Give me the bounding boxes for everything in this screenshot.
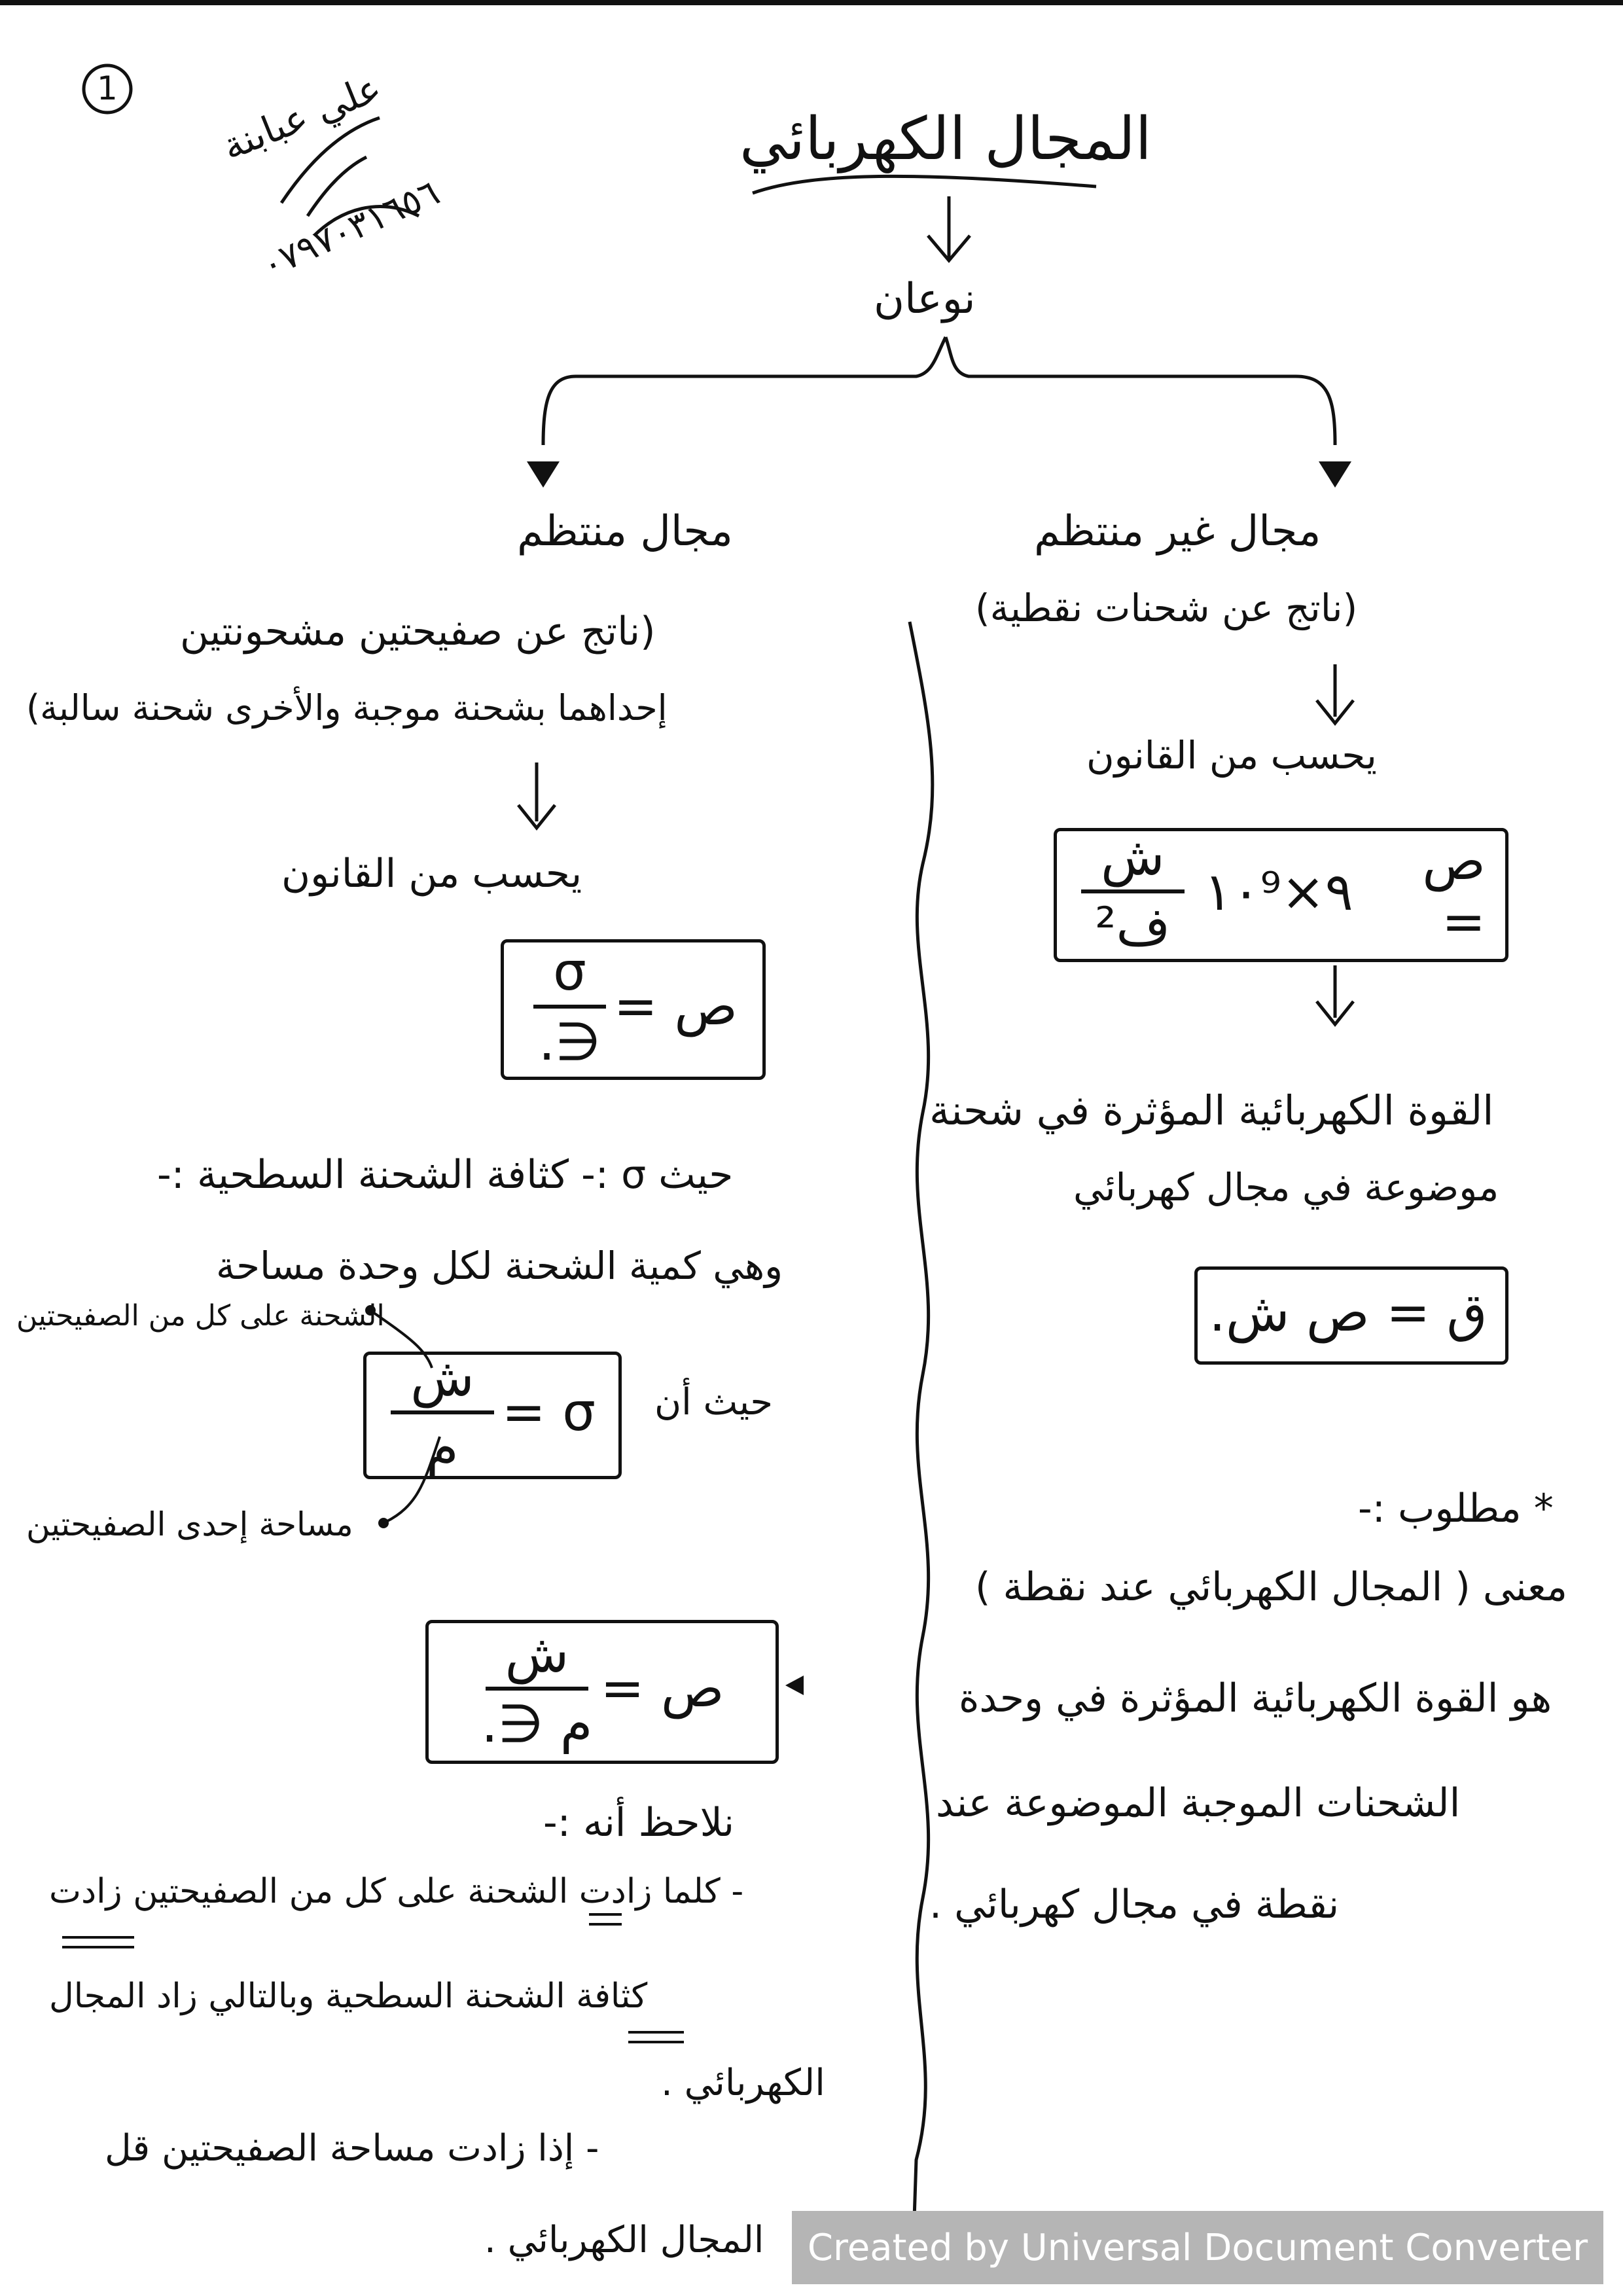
double-underline-1 [62,1937,134,1947]
force-formula: ق = ص ش. [1209,1282,1488,1343]
formula-numerator: σ [533,941,606,1009]
right-branch-line [946,337,1335,445]
sigma-description: وهي كمية الشحنة لكل وحدة مساحة [216,1244,783,1288]
uniform-formula [517,942,746,1070]
right-arrowhead [1319,461,1351,488]
formula-denominator: م ∈. [481,1693,593,1754]
author-name: علي عبابنة [216,65,388,170]
arrow-right-1 [1317,664,1353,723]
formula-denominator: م [426,1416,459,1478]
title-underline [753,176,1096,193]
formula-lhs: ص = [1422,831,1486,952]
double-underline-3 [628,2032,684,2042]
page-number: 1 [97,69,118,107]
note-2b: المجال الكهربائي . [484,2219,764,2261]
required-title: * مطلوب :- [1358,1486,1554,1532]
left-arrowhead [527,461,560,488]
author-phone: ٠٧٩٧٠٣١٦٥٦ [255,171,446,287]
note-2a: - إذا زادت مساحة الصفيحتين قل [105,2127,599,2170]
uniform-calc: يحسب من القانون [281,851,582,897]
charge-note: الشحنة على كل من الصفيحتين [16,1299,385,1333]
formula-coefficient: ٩×١٠⁹ [1204,861,1353,922]
formula-fraction [391,1347,494,1478]
formula-lhs: σ = [501,1382,596,1443]
converter-watermark: Created by Universal Document Converter [792,2211,1603,2284]
final-formula [438,1624,759,1752]
note-1c: الكهربائي . [661,2062,825,2104]
uniform-title: مجال منتظم [517,507,733,556]
force-text-2: موضوعة في مجال كهربائي [1073,1165,1499,1210]
formula-lhs: ص = [600,1658,724,1719]
notes-title: نلاحظ أنه :- [543,1800,735,1846]
divider-line [910,622,933,2258]
non-uniform-source: (ناتج عن شحنات نقطية) [975,586,1358,630]
left-branch-line [543,337,946,445]
formula-numerator: ش [486,1623,589,1691]
area-note: مساحة إحدى الصفيحتين [26,1505,353,1543]
formula-denominator: ف² [1095,896,1171,957]
page-title: المجال الكهربائي [740,105,1152,173]
formula-numerator: ش [1081,826,1185,893]
uniform-source-1: (ناتج عن صفيحتين مشحونتين [180,609,656,655]
formula-lhs: ص = [613,976,738,1037]
note-1a: - كلما زادت الشحنة على كل من الصفيحتين زادت [49,1872,744,1911]
note-1b: كثافة الشحنة السطحية وبالتالي زاد المجال [49,1977,648,2016]
double-underline-2 [589,1914,622,1924]
non-uniform-formula [1073,826,1486,957]
sigma-formula-prefix: حيث أن [654,1381,773,1424]
arrow-left-1 [518,762,555,828]
required-line-3: الشحنات الموجبة الموضوعة عند [936,1780,1461,1826]
arrow-right-2 [1317,965,1353,1024]
formula-fraction [533,941,606,1072]
final-formula-marker [785,1676,804,1695]
types-label: نوعان [874,275,976,323]
sigma-formula [373,1346,605,1478]
formula-fraction [481,1623,592,1754]
required-line-1: معنى ( المجال الكهربائي عند نقطة ) [975,1564,1568,1610]
formula-denominator: ∈. [538,1011,601,1072]
uniform-source-2: إحداهما بشحنة موجبة والأخرى شحنة سالبة) [26,687,668,728]
force-text-1: القوة الكهربائية المؤثرة في شحنة [929,1086,1494,1134]
formula-numerator: ش [391,1347,494,1414]
required-line-2: هو القوة الكهربائية المؤثرة في وحدة [959,1676,1552,1721]
non-uniform-calc: يحسب من القانون [1086,733,1377,778]
required-line-4: نقطة في مجال كهربائي . [929,1882,1340,1928]
sigma-definition: حيث σ :- كثافة الشحنة السطحية :- [157,1152,734,1198]
non-uniform-title: مجال غير منتظم [1034,507,1321,556]
title-arrow [928,196,970,260]
formula-fraction [1081,826,1185,957]
